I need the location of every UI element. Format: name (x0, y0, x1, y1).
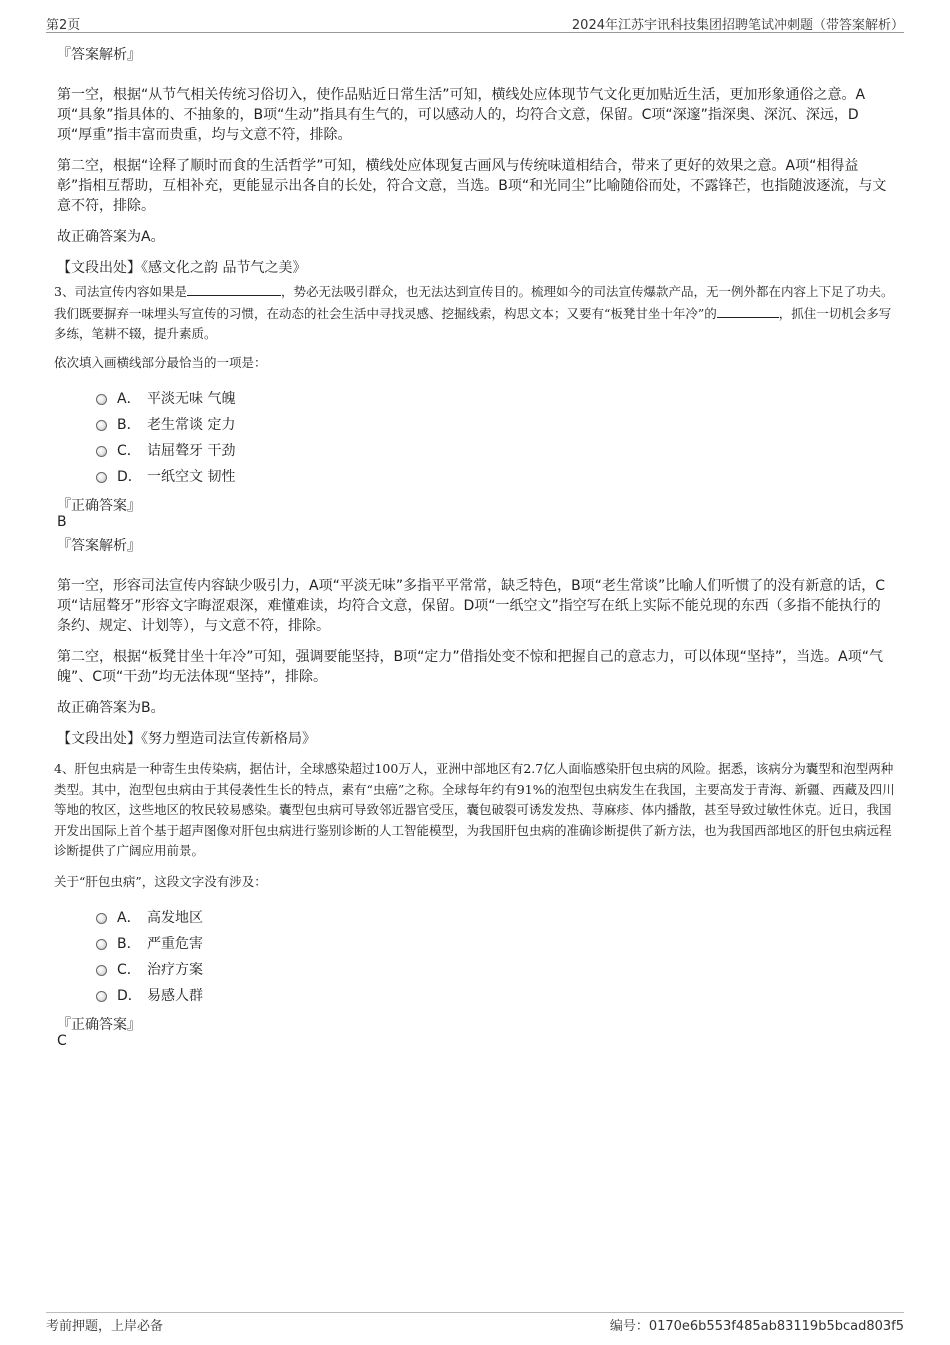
page-number: 第2页 (46, 18, 81, 33)
q4-option-b[interactable]: B． 严重危害 (96, 931, 203, 957)
q3-question-text: 3、司法宣传内容如果是 ，势必无法吸引群众，也无法达到宣传目的。梳理如今的司法宣传爆款产品，无一例外都在内容上下足了功夫。我们既要摒弃一味埋头写宣传的习惯，在动态的社会生活中寻找灵感、挖掘线索，构思文本；又要有“板凳甘坐十年冷”的 ，抓住一切机会多写多练，笔耕不辍，提升素质。 (54, 281, 896, 345)
q3-analysis-section (57, 536, 893, 760)
q3-analysis-label: 『答案解析』 (57, 538, 141, 554)
q3-prompt: 依次填入画横线部分最恰当的一项是： (54, 355, 267, 370)
q2-source: 【文段出处】《感文化之韵 品节气之美》 (57, 260, 307, 276)
q3-blank-1 (187, 281, 281, 296)
q3-analysis-para2: 第二空，根据“板凳甘坐十年冷”可知，强调要能坚持，B项“定力”借指处变不惊和把握自己的意志力，可以体现“坚持”，当选。A项“气魄”、C项“干劲”均无法体现“坚持”，排除。 (57, 649, 883, 685)
document-title: 2024年江苏宇讯科技集团招聘笔试冲刺题（带答案解析） (571, 18, 904, 33)
q4-correct-label: 『正确答案』 (57, 1017, 141, 1033)
q4-option-d[interactable]: D． 易感人群 (96, 983, 203, 1009)
radio-icon[interactable] (96, 394, 107, 405)
q4-option-c[interactable]: C． 治疗方案 (96, 957, 203, 983)
q4-option-a[interactable]: A． 高发地区 (96, 905, 203, 931)
q3-option-c[interactable]: C． 诘屈聱牙 干劲 (96, 438, 235, 464)
q3-blank-2 (717, 303, 779, 318)
page-footer (46, 1312, 904, 1333)
radio-icon[interactable] (96, 420, 107, 431)
radio-icon[interactable] (96, 446, 107, 457)
q2-analysis-para2: 第二空，根据“诠释了顺时而食的生活哲学”可知，横线处应体现复古画风与传统味道相结合，带来了更好的效果之意。A项“相得益彰”指相互帮助，互相补充，更能显示出各自的长处，符合文意，当选。B项“和光同尘”比喻随俗而处，不露锋芒，也指随波逐流，与文意不符，排除。 (57, 158, 887, 214)
q2-analysis-section (57, 45, 893, 289)
q3-conclusion: 故正确答案为B。 (57, 700, 165, 716)
radio-icon[interactable] (96, 472, 107, 483)
radio-icon[interactable] (96, 913, 107, 924)
footer-slogan: 考前押题，上岸必备 (46, 1319, 164, 1334)
radio-icon[interactable] (96, 965, 107, 976)
radio-icon[interactable] (96, 991, 107, 1002)
q3-analysis-para1: 第一空，形容司法宣传内容缺少吸引力，A项“平淡无味”多指平平常常，缺乏特色，B项“老生常谈”比喻人们听惯了的没有新意的话，C项“诘屈聱牙”形容文字晦涩艰深，难懂难读，均符合文意，保留。D项“一纸空文”指空写在纸上实际不能兑现的东西（多指不能执行的条约、规定、计划等），与文意不符，排除。 (57, 578, 885, 634)
q2-analysis-para1: 第一空，根据“从节气相关传统习俗切入，使作品贴近日常生活”可知，横线处应体现节气文化更加贴近生活，更加形象通俗之意。A项“具象”指具体的、不抽象的，B项“生动”指具有生气的，可以感动人的，均符合文意，保留。C项“深邃”指深奥、深沉、深远，D项“厚重”指丰富而贵重，均与文意不符，排除。 (57, 87, 866, 143)
radio-icon[interactable] (96, 939, 107, 950)
page-header (46, 12, 904, 33)
document-id: 编号：0170e6b553f485ab83119b5bcad803f5 (609, 1319, 904, 1334)
q4-question-text: 4、肝包虫病是一种寄生虫传染病，据估计，全球感染超过100万人，亚洲中部地区有2.7亿人面临感染肝包虫病的风险。据悉，该病分为囊型和泡型两种类型。其中，泡型包虫病由于其侵袭性生长的特点，素有“虫癌”之称。全球每年约有91%的泡型包虫病发生在我国，主要高发于青海、新疆、西藏及四川等地的牧区，这些地区的牧民较易感染。囊型包虫病可导致邻近器官受压，囊包破裂可诱发发热、荨麻疹、体内播散，甚至导致过敏性休克。近日，我国开发出国际上首个基于超声图像对肝包虫病进行鉴别诊断的人工智能模型，为我国肝包虫病的准确诊断提供了新方法，也为我国西部地区的肝包虫病远程诊断提供了广阔应用前景。 (54, 761, 895, 858)
q3-correct-label: 『正确答案』 (57, 498, 141, 514)
q3-correct-answer: B (57, 514, 67, 530)
q4-correct-answer: C (57, 1033, 67, 1049)
q3-options (96, 386, 235, 490)
q2-analysis-label: 『答案解析』 (57, 47, 141, 63)
q4-options (96, 905, 203, 1009)
q4-prompt: 关于“肝包虫病”，这段文字没有涉及： (54, 874, 267, 889)
q3-source: 【文段出处】《努力塑造司法宣传新格局》 (57, 731, 316, 747)
q3-option-a[interactable]: A． 平淡无味 气魄 (96, 386, 235, 412)
q2-conclusion: 故正确答案为A。 (57, 229, 165, 245)
q3-option-d[interactable]: D． 一纸空文 韧性 (96, 464, 235, 490)
q3-option-b[interactable]: B． 老生常谈 定力 (96, 412, 235, 438)
